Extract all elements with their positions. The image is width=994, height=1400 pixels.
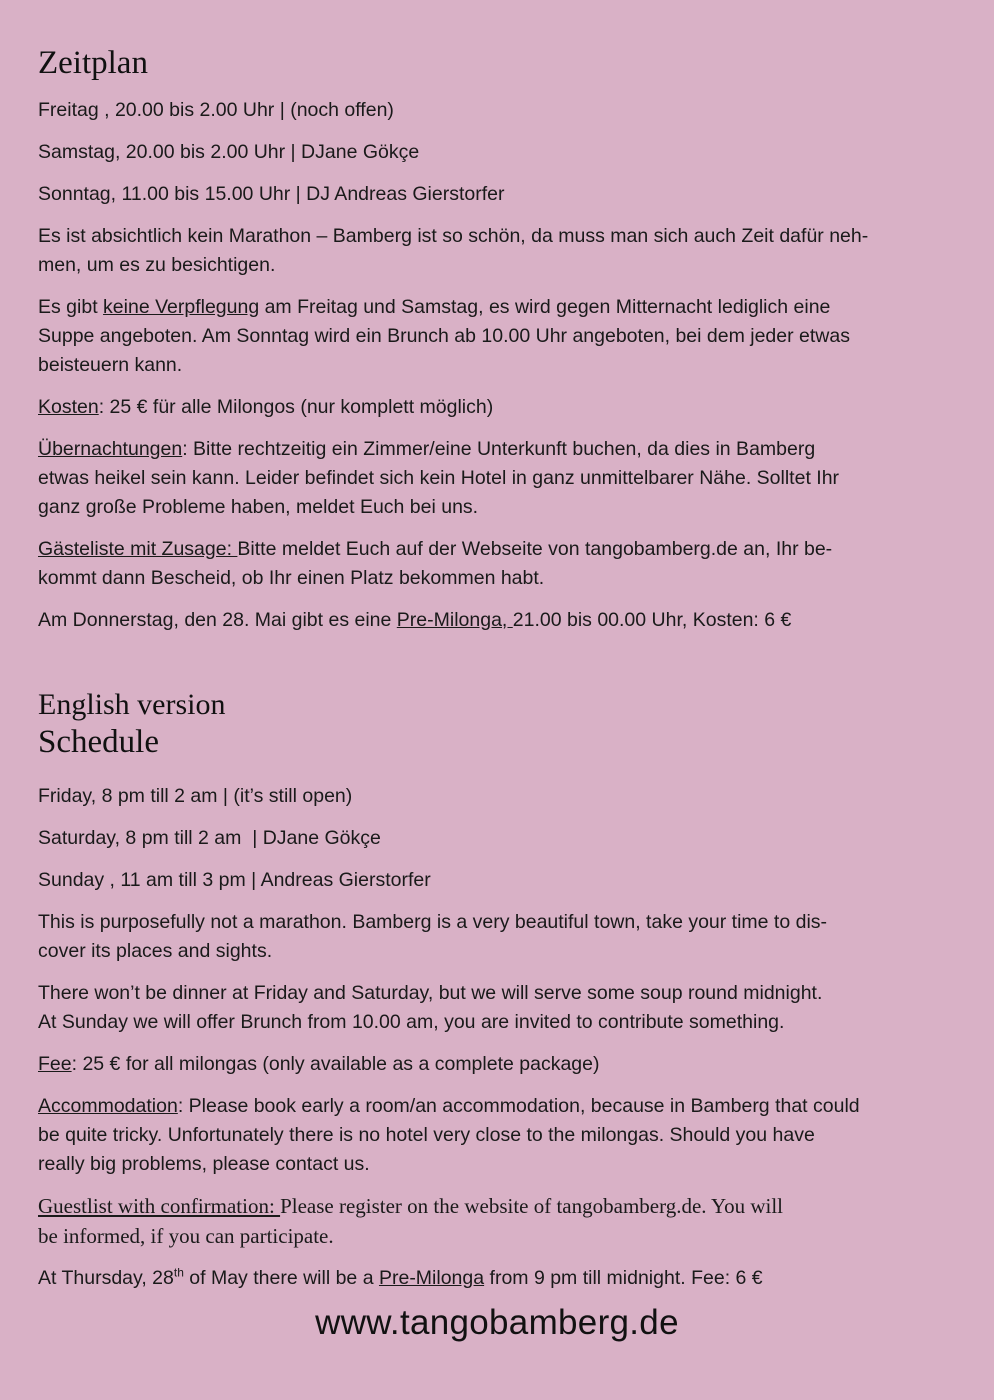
de-saturday: Samstag, 20.00 bis 2.00 Uhr | DJane Gökçe bbox=[38, 141, 420, 163]
de-stay-line: etwas heikel sein kann. Leider befindet sich kein Hotel in ganz unmittelbarer Nähe. Solltet Ihr bbox=[38, 467, 840, 489]
website-url: www.tangobamberg.de bbox=[315, 1303, 679, 1342]
de-cost-label: Kosten bbox=[38, 396, 99, 418]
en-friday: Friday, 8 pm till 2 am | (it’s still open) bbox=[38, 785, 353, 807]
en-stay-line bbox=[38, 1092, 938, 1121]
en-guest-line: be informed, if you can participate. bbox=[38, 1224, 334, 1248]
de-stay-line bbox=[38, 435, 938, 464]
en-guest-label: Guestlist with confirmation: bbox=[38, 1194, 281, 1218]
en-food-line: At Sunday we will offer Brunch from 10.00 am, you are invited to contribute something. bbox=[38, 1011, 785, 1033]
de-friday: Freitag , 20.00 bis 2.00 Uhr | (noch offen) bbox=[38, 99, 394, 121]
en-stay-label: Accommodation bbox=[38, 1095, 178, 1117]
de-marathon-line: men, um es zu besichtigen. bbox=[38, 254, 276, 276]
de-food-line bbox=[38, 293, 938, 322]
de-marathon-line: Es ist absichtlich kein Marathon – Bamberg ist so schön, da muss man sich auch Zeit dafür neh- bbox=[38, 225, 869, 247]
en-fee-label: Fee bbox=[38, 1053, 72, 1075]
zeitplan-heading: Zeitplan bbox=[38, 45, 148, 81]
en-marathon-line: cover its places and sights. bbox=[38, 940, 273, 962]
en-fee-text: : 25 € for all milongas (only available as a complete package) bbox=[71, 1053, 600, 1075]
schedule-heading: Schedule bbox=[38, 724, 159, 760]
de-cost bbox=[38, 393, 938, 422]
en-sunday: Sunday , 11 am till 3 pm | Andreas Gierstorfer bbox=[38, 869, 431, 891]
de-cost-text: : 25 € für alle Milongos (nur komplett möglich) bbox=[98, 396, 494, 418]
de-stay-paragraph bbox=[38, 435, 938, 522]
de-guest-text: Bitte meldet Euch auf der Webseite von tangobamberg.de an, Ihr be- bbox=[237, 538, 833, 560]
de-guest-paragraph bbox=[38, 535, 938, 593]
en-pre-link: Pre-Milonga bbox=[378, 1267, 485, 1289]
de-food-line: beisteuern kann. bbox=[38, 354, 183, 376]
de-sunday: Sonntag, 11.00 bis 15.00 Uhr | DJ Andreas Gierstorfer bbox=[38, 183, 505, 205]
german-section bbox=[38, 96, 938, 635]
en-marathon-line: This is purposefully not a marathon. Bamberg is a very beautiful town, take your time to dis- bbox=[38, 911, 828, 933]
de-guest-label: Gästeliste mit Zusage: bbox=[38, 538, 238, 560]
english-version-heading: English version bbox=[38, 688, 226, 721]
de-food-line: Suppe angeboten. Am Sonntag wird ein Brunch ab 10.00 Uhr angeboten, bei dem jeder etwas bbox=[38, 325, 850, 347]
de-guest-line bbox=[38, 535, 938, 564]
en-guest-paragraph bbox=[38, 1192, 938, 1251]
en-guest-text: Please register on the website of tangobamberg.de. You will bbox=[280, 1194, 783, 1218]
en-pre-post: from 9 pm till midnight. Fee: 6 € bbox=[484, 1267, 763, 1289]
en-saturday: Saturday, 8 pm till 2 am | DJane Gökçe bbox=[38, 827, 381, 849]
de-food-link: keine Verpflegung bbox=[103, 296, 260, 318]
en-stay-text: : Please book early a room/an accommodation, because in Bamberg that could bbox=[177, 1095, 860, 1117]
en-food-line: There won’t be dinner at Friday and Saturday, but we will serve some soup round midnight. bbox=[38, 982, 823, 1004]
de-stay-label: Übernachtungen bbox=[38, 438, 183, 460]
en-stay-paragraph bbox=[38, 1092, 938, 1179]
en-stay-line: be quite tricky. Unfortunately there is no hotel very close to the milongas. Should you have bbox=[38, 1124, 815, 1146]
en-pre-mid: of May there will be a bbox=[183, 1267, 379, 1289]
en-food-paragraph bbox=[38, 979, 938, 1037]
de-guest-line: kommt dann Bescheid, ob Ihr einen Platz bekommen habt. bbox=[38, 567, 545, 589]
de-food-paragraph bbox=[38, 293, 938, 380]
de-pre-post: 21.00 bis 00.00 Uhr, Kosten: 6 € bbox=[512, 609, 792, 631]
en-fee bbox=[38, 1050, 938, 1079]
de-pre-link: Pre-Milonga, bbox=[396, 609, 513, 631]
de-marathon-paragraph bbox=[38, 222, 938, 280]
de-pre-milonga bbox=[38, 606, 938, 635]
en-pre-pre: At Thursday, 28 bbox=[38, 1267, 174, 1289]
en-pre-sup: th bbox=[173, 1265, 184, 1280]
de-stay-text: : Bitte rechtzeitig ein Zimmer/eine Unterkunft buchen, da dies in Bamberg bbox=[182, 438, 816, 460]
de-food-post: am Freitag und Samstag, es wird gegen Mitternacht lediglich eine bbox=[259, 296, 831, 318]
english-section bbox=[38, 782, 938, 1293]
de-food-pre: Es gibt bbox=[38, 296, 104, 318]
en-stay-line: really big problems, please contact us. bbox=[38, 1153, 370, 1175]
en-pre-milonga bbox=[38, 1264, 938, 1293]
english-headings bbox=[38, 688, 226, 761]
de-pre-pre: Am Donnerstag, den 28. Mai gibt es eine bbox=[38, 609, 397, 631]
de-stay-line: ganz große Probleme haben, meldet Euch bei uns. bbox=[38, 496, 479, 518]
en-guest-line bbox=[38, 1192, 938, 1222]
en-marathon-paragraph bbox=[38, 908, 938, 966]
